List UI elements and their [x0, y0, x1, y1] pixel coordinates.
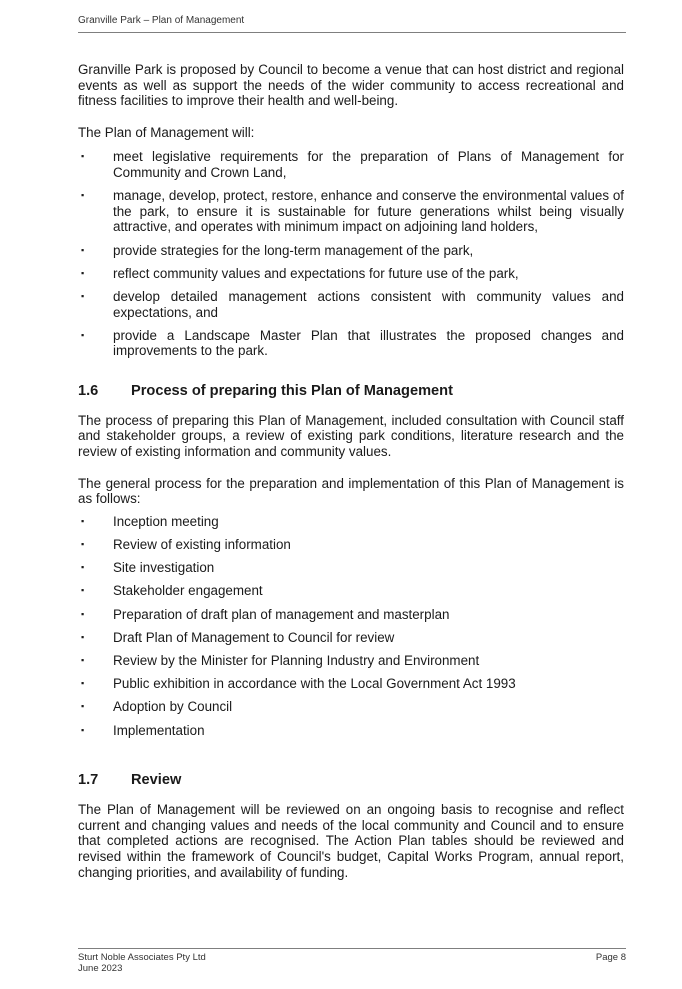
bullet-icon: ▪ — [81, 678, 85, 689]
process-steps-list — [78, 514, 624, 738]
section-title: Process of preparing this Plan of Management — [131, 382, 453, 399]
list-item: ▪ develop detailed management actions consistent with community values and expectations, and — [81, 288, 624, 320]
list-item: ▪ manage, develop, protect, restore, enhance and conserve the environmental values of the park, to ensure it is sustainable for future generations whilst being visually attractive, and operates with minimum impact on adjoining land holders, — [81, 188, 624, 235]
bullet-icon: ▪ — [81, 701, 85, 712]
bullet-icon: ▪ — [81, 724, 85, 735]
intro-lead: The Plan of Management will: — [78, 124, 255, 140]
list-item: ▪ Implementation — [81, 722, 205, 738]
bullet-icon: ▪ — [81, 290, 85, 301]
review-paragraph: The Plan of Management will be reviewed on an ongoing basis to recognise and reflect current and changing values and needs of the local community and Council and to ensure that completed actions are recognised. The Action Plan tables should be reviewed and revised within the framework of Council's budget, Capital Works Program, annual report, changing priorities, and availability of funding. — [78, 802, 624, 880]
bullet-icon: ▪ — [81, 585, 85, 596]
section-heading-1-6 — [78, 383, 624, 400]
bullet-icon: ▪ — [81, 515, 85, 526]
bullet-icon: ▪ — [81, 608, 85, 619]
bullet-icon: ▪ — [81, 151, 85, 162]
list-item: ▪ Draft Plan of Management to Council for review — [81, 629, 395, 645]
list-item: ▪ reflect community values and expectations for future use of the park, — [81, 265, 519, 281]
bullet-icon: ▪ — [81, 562, 85, 573]
page-footer — [78, 948, 626, 974]
bullet-icon: ▪ — [81, 190, 85, 201]
list-item: ▪ Adoption by Council — [81, 699, 233, 715]
footer-company: Sturt Noble Associates Pty Ltd — [78, 952, 206, 963]
page-body — [78, 62, 624, 880]
section-title: Review — [131, 772, 182, 789]
header-title: Granville Park – Plan of Management — [78, 15, 245, 26]
list-item: ▪ Stakeholder engagement — [81, 583, 263, 599]
bullet-icon: ▪ — [81, 329, 85, 340]
list-item: ▪ Preparation of draft plan of management and masterplan — [81, 606, 450, 622]
bullet-icon: ▪ — [81, 267, 85, 278]
list-item: ▪ Public exhibition in accordance with the Local Government Act 1993 — [81, 676, 516, 692]
bullet-icon: ▪ — [81, 631, 85, 642]
running-header — [78, 15, 626, 33]
bullet-icon: ▪ — [81, 539, 85, 550]
page-number: Page 8 — [595, 952, 626, 963]
intro-paragraph: Granville Park is proposed by Council to become a venue that can host district and regional events as well as support the needs of the wider community to access recreational and fitness facilities to improve their health and well-being. — [78, 62, 624, 109]
list-item: ▪ Inception meeting — [81, 513, 219, 529]
list-item: ▪ Review by the Minister for Planning Industry and Environment — [81, 652, 480, 668]
footer-date: June 2023 — [78, 963, 123, 974]
list-item: ▪ meet legislative requirements for the preparation of Plans of Management for Community and Crown Land, — [81, 149, 624, 180]
objectives-list — [78, 149, 624, 359]
list-item: ▪ Site investigation — [81, 560, 215, 576]
process-lead: The general process for the preparation and implementation of this Plan of Management is as follows: — [78, 475, 624, 507]
section-number: 1.7 — [78, 772, 99, 789]
list-item: ▪ provide strategies for the long-term management of the park, — [81, 242, 474, 258]
bullet-icon: ▪ — [81, 654, 85, 665]
bullet-icon: ▪ — [81, 244, 85, 255]
section-heading-1-7 — [78, 772, 624, 789]
list-item: ▪ provide a Landscape Master Plan that illustrates the proposed changes and improvements to the park. — [81, 327, 624, 359]
list-item: ▪ Review of existing information — [81, 537, 291, 553]
footer-left — [78, 952, 206, 974]
process-paragraph: The process of preparing this Plan of Management, included consultation with Council staff and stakeholder groups, a review of existing park conditions, literature research and the review of existing information and community values. — [78, 412, 624, 460]
section-number: 1.6 — [78, 382, 99, 399]
